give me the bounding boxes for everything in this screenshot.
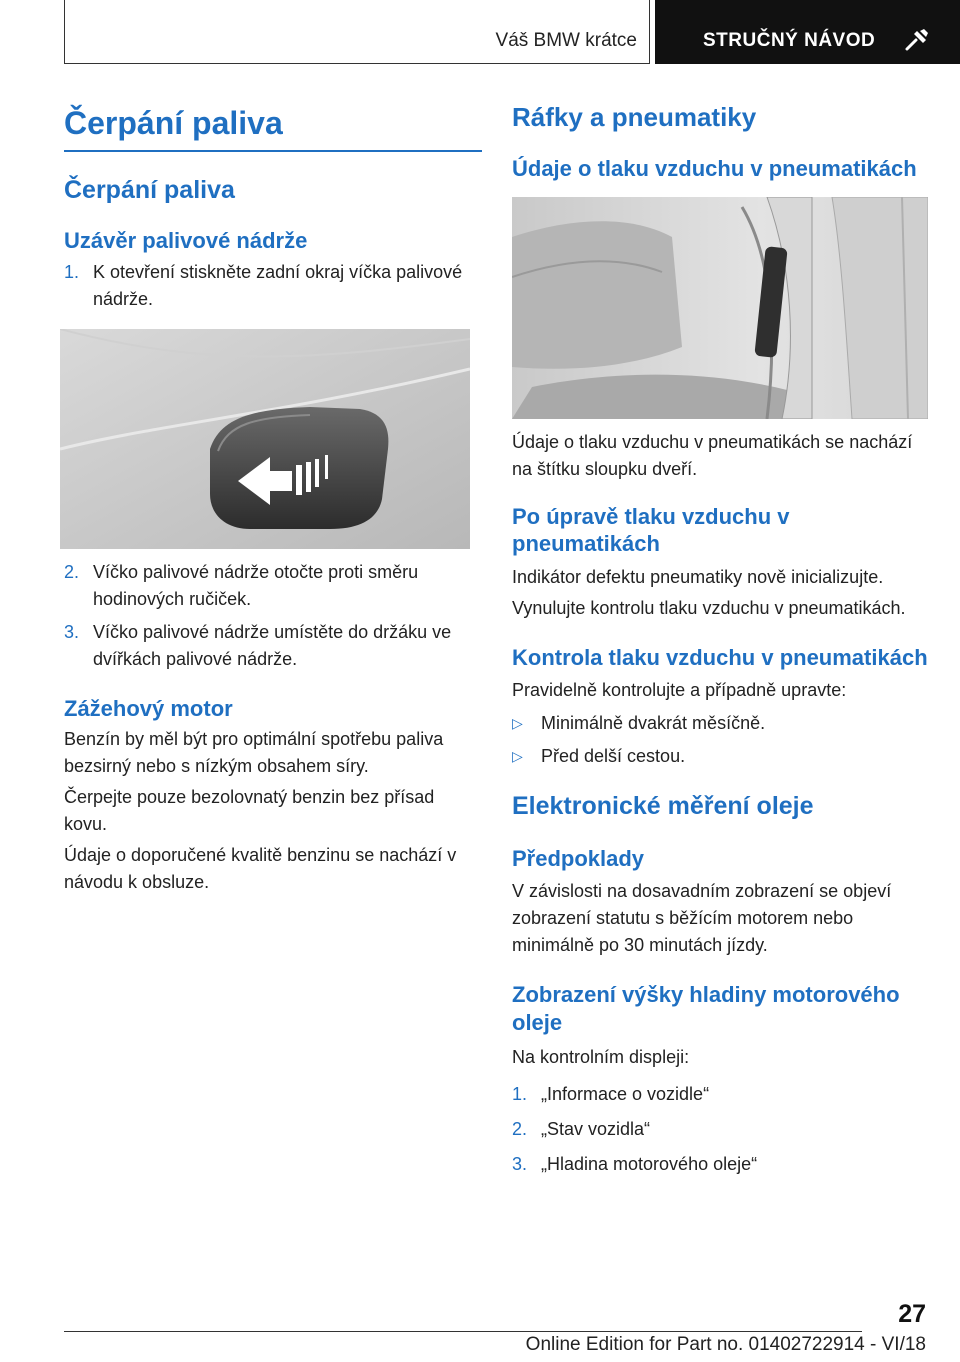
- step-text: Před delší cestou.: [541, 746, 686, 767]
- header-section-box: [64, 0, 650, 64]
- header-section-title: Váš BMW krátce: [495, 30, 637, 51]
- footer-edition-text: Online Edition for Part no. 01402722914 - VI/18: [525, 1334, 926, 1355]
- fuel-steps-list-a: [64, 259, 482, 313]
- numbered-step: [64, 559, 482, 613]
- fuel-cap-heading: Uzávěr palivové nádrže: [64, 228, 308, 254]
- bullet-marker-icon: ▷: [512, 748, 523, 765]
- petrol-engine-heading: Zážehový motor: [64, 695, 233, 721]
- quick-guide-icon: [903, 28, 929, 52]
- step-number: 1.: [64, 261, 80, 282]
- step-text: „Stav vozidla“: [541, 1119, 651, 1140]
- oil-level-steps: [512, 1081, 928, 1178]
- step-text: Víčko palivové nádrže otočte proti směru hodinových ručiček.: [93, 561, 419, 609]
- oil-measurement-heading: Elektronické měření oleje: [512, 792, 814, 821]
- after-adjusting-text-2: Vynulujte kontrolu tlaku vzduchu v pneumatikách.: [512, 597, 906, 618]
- numbered-step: [512, 1151, 928, 1178]
- prerequisites-heading: Předpoklady: [512, 845, 645, 871]
- after-adjusting-pressure-heading: Po úpravě tlaku vzduchu v pneumatikách: [512, 503, 790, 557]
- fuel-steps-list-b: [64, 559, 482, 673]
- prerequisites-text: V závislosti na dosavadním zobrazení se objeví zobrazení statutu s běžícím motorem nebo minimálně po 30 minutách jízdy.: [512, 881, 892, 956]
- step-number: 1.: [512, 1084, 528, 1105]
- after-adjusting-text-1: Indikátor defektu pneumatiky nově inicializujte.: [512, 566, 884, 587]
- step-text: „Hladina motorového oleje“: [541, 1154, 758, 1175]
- check-pressure-heading: Kontrola tlaku vzduchu v pneumatikách: [512, 644, 928, 670]
- section-heading-fuel: Čerpání paliva: [64, 176, 235, 205]
- header-quick-guide-tab: [655, 0, 960, 64]
- section-heading-wheels-tires: Ráfky a pneumatiky: [512, 102, 757, 132]
- bullet-item: [512, 743, 928, 770]
- right-column: [512, 92, 928, 1178]
- step-number: 2.: [64, 561, 80, 582]
- numbered-step: [512, 1116, 928, 1143]
- fuel-cap-illustration: [60, 329, 470, 549]
- numbered-step: [64, 259, 482, 313]
- step-text: „Informace o vozidle“: [541, 1084, 710, 1105]
- step-number: 2.: [512, 1119, 528, 1140]
- petrol-engine-text-2: Čerpejte pouze bezolovnatý benzin bez přísad kovu.: [64, 787, 435, 835]
- numbered-step: [64, 619, 482, 673]
- tire-pressure-info-heading: Údaje o tlaku vzduchu v pneumatikách: [512, 156, 917, 182]
- oil-level-display-text: Na kontrolním displeji:: [512, 1047, 690, 1068]
- check-pressure-text: Pravidelně kontrolujte a případně upravte:: [512, 680, 847, 701]
- step-text: Minimálně dvakrát měsíčně.: [541, 713, 766, 734]
- petrol-engine-text-1: Benzín by měl být pro optimální spotřebu paliva bezsirný nebo s nízkým obsahem síry.: [64, 729, 444, 777]
- step-number: 3.: [512, 1154, 528, 1175]
- left-column: [64, 92, 482, 896]
- step-text: Víčko palivové nádrže umístěte do držáku ve dvířkách palivové nádrže.: [93, 621, 452, 669]
- bullet-marker-icon: ▷: [512, 715, 523, 732]
- oil-level-display-heading: Zobrazení výšky hladiny motorového oleje: [512, 982, 900, 1035]
- page-number: 27: [898, 1300, 926, 1328]
- tire-pressure-info-text: Údaje o tlaku vzduchu v pneumatikách se nachází na štítku sloupku dveří.: [512, 431, 913, 479]
- header-quick-guide-label: STRUČNÝ NÁVOD: [703, 30, 876, 51]
- footer-divider: [64, 1331, 862, 1332]
- check-pressure-bullets: [512, 710, 928, 770]
- door-pillar-illustration: [512, 197, 928, 419]
- numbered-step: [512, 1081, 928, 1108]
- bullet-item: [512, 710, 928, 737]
- petrol-engine-text-3: Údaje o doporučené kvalitě benzinu se nachází v návodu k obsluze.: [64, 845, 457, 893]
- page-title-fuel: Čerpání paliva: [64, 104, 482, 152]
- step-number: 3.: [64, 621, 80, 642]
- step-text: K otevření stiskněte zadní okraj víčka palivové nádrže.: [93, 261, 463, 309]
